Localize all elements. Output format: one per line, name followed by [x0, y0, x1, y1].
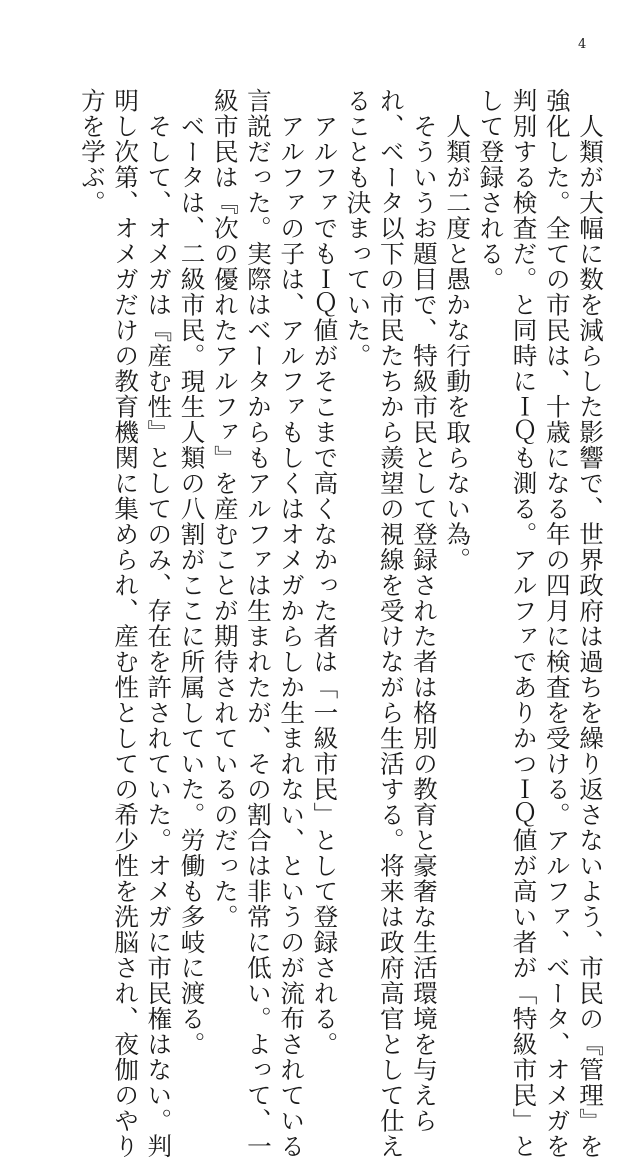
text-line: 級市民は『次の優れたアルファ』を産むことが期待されているのだった。: [210, 88, 240, 930]
text-line: そして、オメガは『産む性』としてのみ、存在を許されていた。オメガに市民権はない。判: [144, 88, 174, 1159]
text-line: して登録される。: [476, 88, 506, 292]
text-line: 明し次第、オメガだけの教育機関に集められ、産む性としての希少性を洗脳され、夜伽のやり: [111, 88, 141, 1159]
text-line: 強化した。全ての市民は、十歳になる年の四月に検査を受ける。アルファ、ベータ、オメガを: [542, 88, 572, 1159]
text-line: 判別する検査だ。と同時にＩＱも測る。アルファでありかつＩＱ値が高い者が「特級市民」と: [509, 88, 539, 1159]
page-number: 4: [578, 37, 587, 52]
text-line: 人類が二度と愚かな行動を取らない為。: [443, 88, 473, 573]
text-line: アルファの子は、アルファもしくはオメガからしか生まれない、というのが流布されている: [277, 88, 307, 1159]
text-line: 言説だった。実際はベータからもアルファは生まれたが、その割合は非常に低い。よって、一: [243, 88, 273, 1159]
text-line: 人類が大幅に数を減らした影響で、世界政府は過ちを繰り返さないよう、市民の『管理』を: [576, 88, 605, 1159]
text-line: 方を学ぶ。: [77, 88, 107, 216]
text-line: そういうお題目で、特級市民として登録された者は格別の教育と豪奢な生活環境を与えら: [409, 88, 439, 1134]
text-line: ベータは、二級市民。現生人類の八割がここに所属していた。労働も多岐に渡る。: [177, 88, 207, 1057]
text-line: れ、ベータ以下の市民たちから羨望の視線を受けながら生活する。将来は政府高官として仕え: [376, 88, 406, 1159]
text-line: ることも決まっていた。: [343, 88, 373, 369]
vertical-body-text: [76, 88, 607, 1159]
text-line: アルファでもＩＱ値がそこまで高くなかった者は「一級市民」として登録される。: [310, 88, 340, 1057]
